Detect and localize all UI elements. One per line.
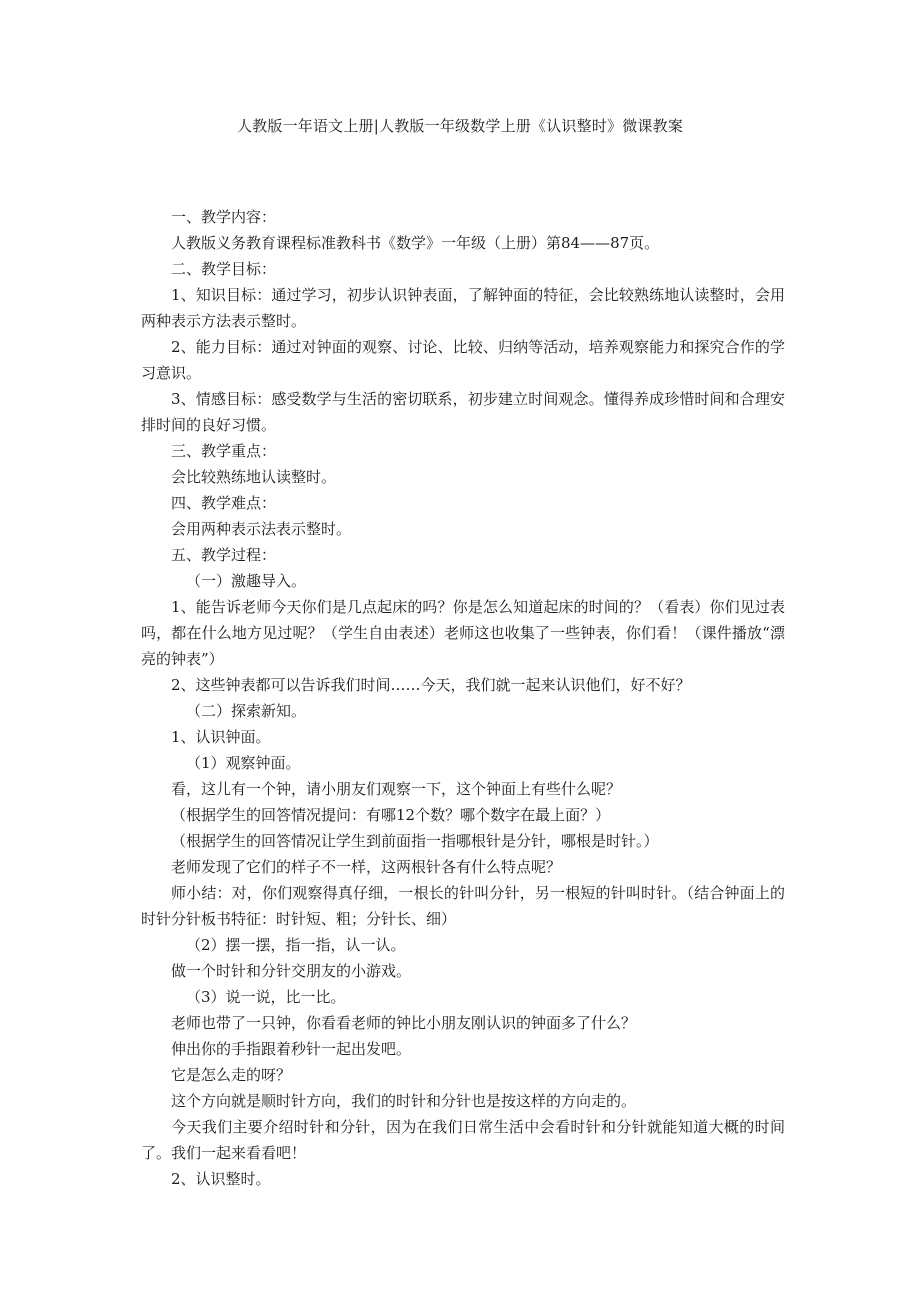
paragraph: （2）摆一摆，指一指，认一认。 [186, 936, 406, 954]
paragraph: 五、教学过程： [171, 546, 277, 564]
paragraph: 2、认识整时。 [171, 1170, 271, 1188]
paragraph: 3、情感目标：感受数学与生活的密切联系，初步建立时间观念。懂得养成珍惜时间和合理安排时间的良好习惯。 [141, 390, 785, 434]
paragraph: 人教版义务教育课程标准教科书《数学》一年级（上册）第84——87页。 [171, 234, 660, 252]
paragraph: （3）说一说，比一比。 [186, 988, 346, 1006]
paragraph: 伸出你的手指跟着秒针一起出发吧。 [171, 1040, 412, 1058]
paragraph: 2、这些钟表都可以告诉我们时间……今天，我们就一起来认识他们，好不好？ [171, 676, 691, 694]
paragraph: （根据学生的回答情况让学生到前面指一指哪根针是分针，哪根是时针。） [171, 832, 659, 850]
paragraph: 三、教学重点： [171, 442, 277, 460]
paragraph: 它是怎么走的呀？ [171, 1066, 292, 1084]
paragraph: 会比较熟练地认读整时。 [171, 468, 337, 486]
paragraph: （二）探索新知。 [186, 702, 307, 720]
paragraph: （根据学生的回答情况提问：有哪12个数？哪个数字在最上面？） [171, 806, 611, 824]
paragraph: （1）观察钟面。 [186, 754, 301, 772]
paragraph: 师小结：对，你们观察得真仔细，一根长的针叫分针，另一根短的针叫时针。（结合钟面上的时针分针板书特征：时针短、粗；分针长、细） [141, 884, 785, 928]
paragraph: 二、教学目标： [171, 260, 277, 278]
paragraph: 1、认识钟面。 [171, 728, 271, 746]
paragraph: 老师也带了一只钟，你看看老师的钟比小朋友刚认识的钟面多了什么？ [171, 1014, 637, 1032]
document-title: 人教版一年语文上册|人教版一年级数学上册《认识整时》微课教案 [236, 117, 684, 135]
paragraph: 老师发现了它们的样子不一样，这两根针各有什么特点呢？ [171, 858, 562, 876]
paragraph: 四、教学难点： [171, 494, 277, 512]
paragraph: 做一个时针和分针交朋友的小游戏。 [171, 962, 412, 980]
document-body [141, 204, 785, 1192]
paragraph: 这个方向就是顺时针方向，我们的时针和分针也是按这样的方向走的。 [171, 1092, 637, 1110]
paragraph: 看，这儿有一个钟，请小朋友们观察一下，这个钟面上有些什么呢？ [171, 780, 622, 798]
paragraph: （一）激趣导入。 [186, 572, 307, 590]
paragraph: 今天我们主要介绍时针和分针，因为在我们日常生活中会看时针和分针就能知道大概的时间了。我们一起来看看吧！ [141, 1118, 785, 1162]
paragraph: 1、知识目标：通过学习，初步认识钟表面，了解钟面的特征，会比较熟练地认读整时，会用两种表示方法表示整时。 [141, 286, 785, 330]
paragraph: 2、能力目标：通过对钟面的观察、讨论、比较、归纳等活动，培养观察能力和探究合作的学习意识。 [141, 338, 785, 382]
paragraph: 1、能告诉老师今天你们是几点起床的吗？你是怎么知道起床的时间的？（看表）你们见过表吗，都在什么地方见过呢？（学生自由表述）老师这也收集了一些钟表，你们看！（课件播放“漂亮的钟表”） [141, 598, 785, 668]
paragraph: 一、教学内容： [171, 208, 277, 226]
paragraph: 会用两种表示法表示整时。 [171, 520, 352, 538]
